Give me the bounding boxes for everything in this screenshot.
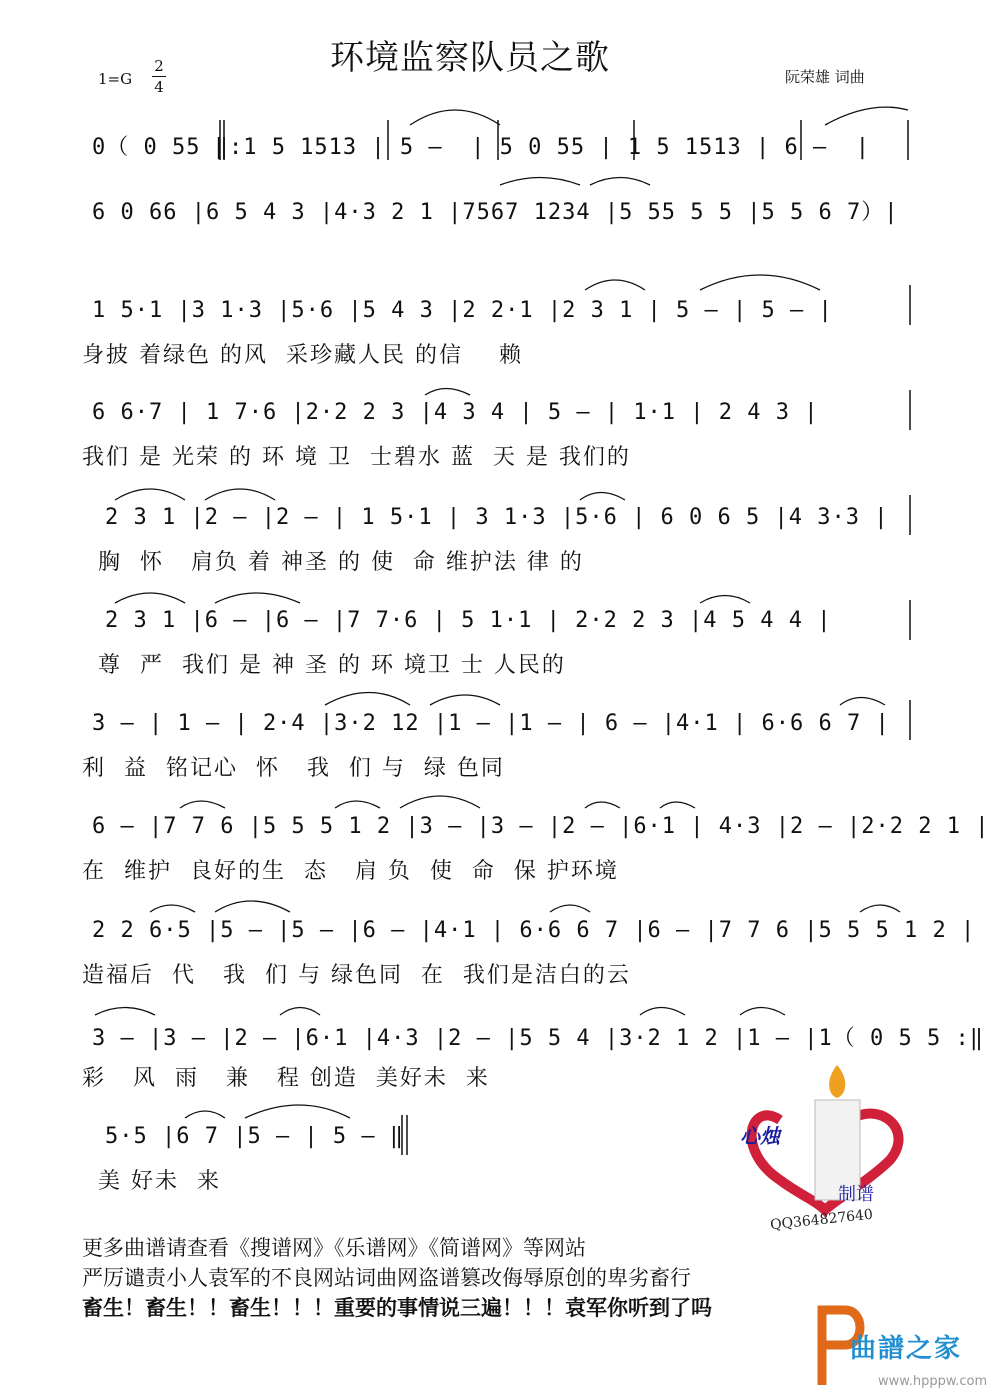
- stamp-text: 心烛: [740, 1124, 780, 1148]
- key-signature: 1=G: [98, 70, 133, 88]
- notation-row-4: 6 6·7 | 1 7·6 |2·2 2 3 |4 3 4 | 5 – | 1·1 | 2 4 3 |: [92, 400, 819, 425]
- lyrics-row-9: 造福后 代 我 们 与 绿色同 在 我们是洁白的云: [82, 963, 631, 988]
- notation-row-5: 2 3 1 |2 – |2 – | 1 5·1 | 3 1·3 |5·6 | 6 0 6 5 |4 3·3 |: [105, 505, 889, 530]
- composer-credit: 阮荣雄 词曲: [785, 68, 865, 86]
- notation-row-3: 1 5·1 |3 1·3 |5·6 |5 4 3 |2 2·1 |2 3 1 | 5 – | 5 – |: [92, 298, 833, 323]
- page-title: 环境监察队员之歌: [330, 38, 610, 78]
- logo-text: 曲譜之家: [850, 1334, 963, 1364]
- notation-row-6: 2 3 1 |6 – |6 – |7 7·6 | 5 1·1 | 2·2 2 3 |4 5 4 4 |: [105, 608, 832, 633]
- footer-line-1: 更多曲谱请查看《搜谱网》《乐谱网》《简谱网》等网站: [82, 1236, 586, 1260]
- time-top: 2: [154, 57, 164, 75]
- logo-url: www.hpppw.com: [878, 1374, 988, 1389]
- site-logo: [810, 1300, 988, 1395]
- lyrics-row-10: 彩 风 雨 兼 程 创造 美好未 来: [82, 1066, 490, 1091]
- lyrics-row-5: 胸 怀 肩负 着 神圣 的 使 命 维护法 律 的: [98, 550, 584, 575]
- maker-stamp: [740, 1060, 910, 1240]
- lyrics-row-3: 身披 着绿色 的风 采珍藏人民 的信 赖: [82, 343, 523, 368]
- notation-row-10: 3 – |3 – |2 – |6·1 |4·3 |2 – |5 5 4 |3·2 1 2 |1 – |1（ 0 5 5 :‖: [92, 1026, 984, 1051]
- footer-line-3: 畜生！畜生！！畜生！！！重要的事情说三遍！！！袁军你听到了吗: [82, 1296, 712, 1320]
- notation-row-1: 0（ 0 55 ‖:1 5 1513 | 5 – | 5 0 55 | 1 5 1513 | 6 – |: [92, 135, 870, 160]
- notation-row-2: 6 0 66 |6 5 4 3 |4·3 2 1 |7567 1234 |5 55 5 5 |5 5 6 7）|: [92, 200, 899, 225]
- lyrics-row-6: 尊 严 我们 是 神 圣 的 环 境卫 士 人民的: [98, 653, 566, 678]
- time-bottom: 4: [154, 78, 164, 96]
- lyrics-row-11: 美 好未 来: [98, 1169, 221, 1194]
- notation-row-8: 6 – |7 7 6 |5 5 5 1 2 |3 – |3 – |2 – |6·1 | 4·3 |2 – |2·2 2 1 |: [92, 814, 989, 839]
- notation-row-7: 3 – | 1 – | 2·4 |3·2 12 |1 – |1 – | 6 – |4·1 | 6·6 6 7 |: [92, 711, 890, 736]
- notation-row-9: 2 2 6·5 |5 – |5 – |6 – |4·1 | 6·6 6 7 |6 – |7 7 6 |5 5 5 1 2 |: [92, 918, 976, 943]
- footer-line-2: 严厉谴责小人袁军的不良网站词曲网盗谱篡改侮辱原创的卑劣畜行: [82, 1266, 691, 1290]
- stamp-qq: QQ364827640: [769, 1206, 874, 1234]
- lyrics-row-7: 利 益 铭记心 怀 我 们 与 绿 色同: [82, 756, 505, 781]
- stamp-sub: 制谱: [838, 1184, 874, 1205]
- notation-row-11: 5·5 |6 7 |5 – | 5 – ‖: [105, 1124, 405, 1149]
- lyrics-row-8: 在 维护 良好的生 态 肩 负 使 命 保 护环境: [82, 859, 619, 884]
- lyrics-row-4: 我们 是 光荣 的 环 境 卫 士碧水 蓝 天 是 我们的: [82, 445, 631, 470]
